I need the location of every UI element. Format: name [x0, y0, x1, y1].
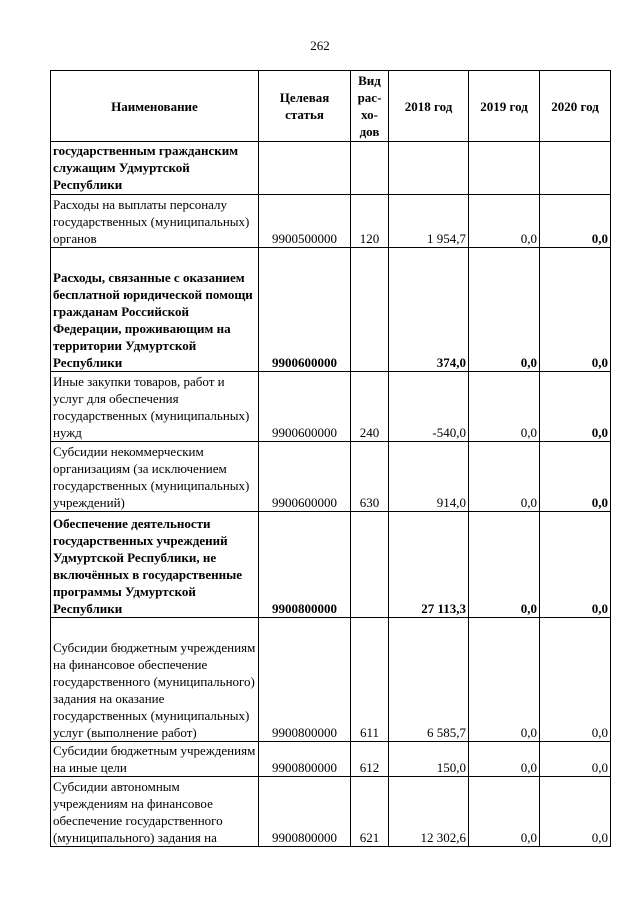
- header-2018: 2018 год: [389, 71, 469, 142]
- row-target: 9900800000: [259, 777, 351, 847]
- row-type: 611: [351, 618, 389, 742]
- row-2020: 0,0: [540, 442, 611, 512]
- row-name: государственным гражданским служащим Удмуртской Республики: [51, 142, 259, 195]
- row-2018: 150,0: [389, 742, 469, 777]
- row-name: Субсидии бюджетным учреждениям на финансовое обеспечение государственного (муниципального) задания на оказание государственных (муниципальных) услуг (выполнение работ): [51, 618, 259, 742]
- row-name: Иные закупки товаров, работ и услуг для обеспечения государственных (муниципальных) нужд: [51, 372, 259, 442]
- row-2018: 914,0: [389, 442, 469, 512]
- table-row: [51, 372, 611, 442]
- table-row: [51, 442, 611, 512]
- row-2019: 0,0: [469, 512, 540, 618]
- row-type: [351, 248, 389, 372]
- row-name: Субсидии бюджетным учреждениям на иные цели: [51, 742, 259, 777]
- row-2018: 12 302,6: [389, 777, 469, 847]
- row-type: 240: [351, 372, 389, 442]
- row-name: Субсидии автономным учреждениям на финансовое обеспечение государственного (муниципального) задания на: [51, 777, 259, 847]
- header-target-article: Целевая статья: [259, 71, 351, 142]
- row-target: 9900800000: [259, 512, 351, 618]
- table-row: [51, 248, 611, 372]
- row-2018: 27 113,3: [389, 512, 469, 618]
- header-2020: 2020 год: [540, 71, 611, 142]
- budget-table: [50, 70, 611, 847]
- row-2020: 0,0: [540, 618, 611, 742]
- page-number: 262: [310, 38, 330, 53]
- row-2020: 0,0: [540, 372, 611, 442]
- table-row: [51, 512, 611, 618]
- row-type: [351, 142, 389, 195]
- row-2019: 0,0: [469, 195, 540, 248]
- row-2020: 0,0: [540, 248, 611, 372]
- row-target: 9900500000: [259, 195, 351, 248]
- row-name: Расходы, связанные с оказанием бесплатной юридической помощи гражданам Российской Федерации, проживающим на территории Удмуртской Республики: [51, 248, 259, 372]
- row-2019: 0,0: [469, 742, 540, 777]
- row-2020: 0,0: [540, 742, 611, 777]
- row-2018: -540,0: [389, 372, 469, 442]
- row-target: 9900800000: [259, 618, 351, 742]
- table-header-row: [51, 71, 611, 142]
- row-2019: 0,0: [469, 777, 540, 847]
- row-2018: 374,0: [389, 248, 469, 372]
- row-target: [259, 142, 351, 195]
- row-type: 120: [351, 195, 389, 248]
- row-2019: 0,0: [469, 372, 540, 442]
- row-type: 612: [351, 742, 389, 777]
- row-2018: 1 954,7: [389, 195, 469, 248]
- row-type: 621: [351, 777, 389, 847]
- row-name: Субсидии некоммерческим организациям (за исключением государственных (муниципальных) учреждений): [51, 442, 259, 512]
- row-target: 9900800000: [259, 742, 351, 777]
- header-expense-type: Вид рас-хо-дов: [351, 71, 389, 142]
- table-row: [51, 777, 611, 847]
- row-2020: 0,0: [540, 195, 611, 248]
- row-target: 9900600000: [259, 442, 351, 512]
- row-2020: [540, 142, 611, 195]
- table-row: [51, 742, 611, 777]
- header-name: Наименование: [51, 71, 259, 142]
- row-name: Расходы на выплаты персоналу государственных (муниципальных) органов: [51, 195, 259, 248]
- row-2019: 0,0: [469, 248, 540, 372]
- row-2020: 0,0: [540, 512, 611, 618]
- row-name: Обеспечение деятельности государственных учреждений Удмуртской Республики, не включённых в государственные программы Удмуртской Республики: [51, 512, 259, 618]
- table-row: [51, 195, 611, 248]
- row-2019: 0,0: [469, 618, 540, 742]
- row-2019: [469, 142, 540, 195]
- row-target: 9900600000: [259, 372, 351, 442]
- row-2020: 0,0: [540, 777, 611, 847]
- row-2018: 6 585,7: [389, 618, 469, 742]
- row-target: 9900600000: [259, 248, 351, 372]
- table-row: [51, 618, 611, 742]
- row-type: 630: [351, 442, 389, 512]
- table-row-continuation: [51, 142, 611, 195]
- header-2019: 2019 год: [469, 71, 540, 142]
- row-2019: 0,0: [469, 442, 540, 512]
- row-type: [351, 512, 389, 618]
- row-2018: [389, 142, 469, 195]
